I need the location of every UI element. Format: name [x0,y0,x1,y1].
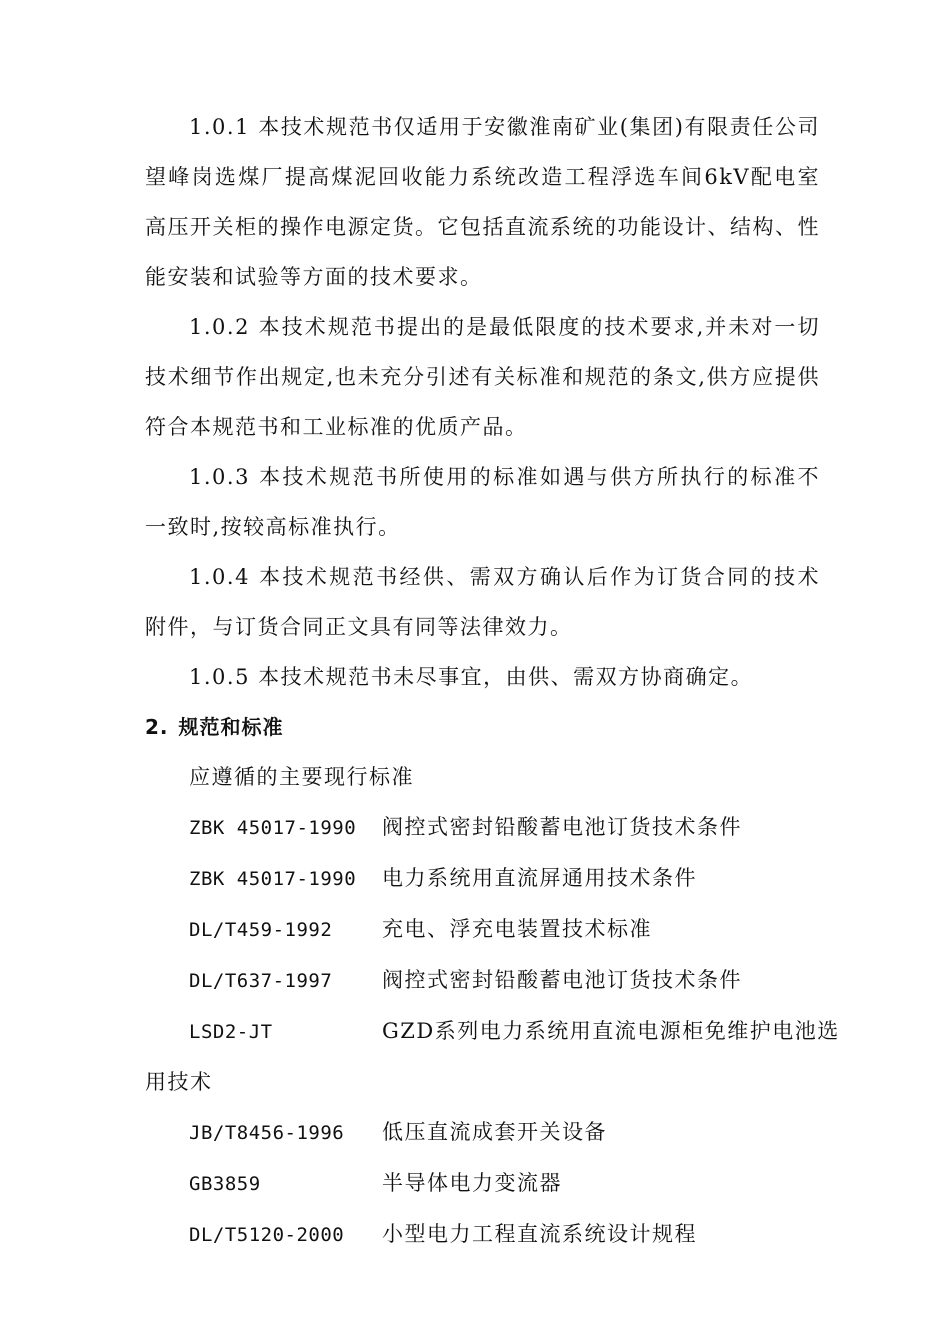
clause-number: 1.0.5 [189,665,250,689]
standard-code: DL/T459-1992 [189,919,333,941]
standard-title: 阀控式密封铅酸蓄电池订货技术条件 [382,968,742,992]
document-page [145,102,840,1260]
clause-text: 本技术规范书所使用的标准如遇与供方所执行的标准不一致时,按较高标准执行。 [145,465,820,539]
standard-title: 阀控式密封铅酸蓄电池订货技术条件 [382,815,742,839]
clause-number: 1.0.3 [189,465,250,489]
standard-item [145,1107,820,1158]
standard-title: GZD系列电力系统用直流电源柜免维护电池选 [382,1019,840,1043]
standard-item [145,853,820,904]
standard-code: DL/T637-1997 [189,970,333,992]
clause-1-0-2 [145,302,820,452]
standard-title-continuation: 用技术 [145,1070,213,1094]
standard-code: ZBK 45017-1990 [189,817,357,839]
standards-list [145,802,840,1260]
standard-code: ZBK 45017-1990 [189,868,357,890]
standard-item [145,904,820,955]
clause-text: 本技术规范书提出的是最低限度的技术要求,并未对一切技术细节作出规定,也未充分引述有关标准和规范的条文,供方应提供符合本规范书和工业标准的优质产品。 [145,315,820,439]
clause-number: 1.0.4 [189,565,250,589]
standard-item [145,1158,820,1209]
standard-item [145,955,820,1006]
section-title: 规范和标准 [178,715,284,739]
standard-item [145,1006,840,1057]
clause-1-0-3 [145,452,820,552]
standard-code: JB/T8456-1996 [189,1122,345,1144]
standard-item [145,1209,820,1260]
standard-item [145,802,820,853]
standard-code: GB3859 [189,1173,261,1195]
clause-text: 本技术规范书未尽事宜，由供、需双方协商确定。 [258,665,754,689]
clause-text: 本技术规范书仅适用于安徽淮南矿业(集团)有限责任公司望峰岗选煤厂提高煤泥回收能力系统改造工程浮选车间6kV配电室高压开关柜的操作电源定货。它包括直流系统的功能设计、结构、性能安装和试验等方面的技术要求。 [145,115,820,289]
clause-1-0-5 [145,652,820,702]
standard-code: LSD2-JT [189,1021,273,1043]
clause-number: 1.0.2 [189,315,250,339]
standard-title: 低压直流成套开关设备 [382,1120,607,1144]
clause-1-0-1 [145,102,820,302]
section-heading [145,702,820,752]
standard-title: 半导体电力变流器 [382,1171,562,1195]
standard-title: 小型电力工程直流系统设计规程 [382,1222,697,1246]
section-intro: 应遵循的主要现行标准 [189,765,414,789]
clause-1-0-4 [145,552,820,652]
standard-code: DL/T5120-2000 [189,1224,345,1246]
clause-number: 1.0.1 [189,115,250,139]
standard-title: 充电、浮充电装置技术标准 [382,917,652,941]
section-number: 2. [145,715,169,739]
clause-text: 本技术规范书经供、需双方确认后作为订货合同的技术附件，与订货合同正文具有同等法律效力。 [145,565,820,639]
standard-title: 电力系统用直流屏通用技术条件 [382,866,697,890]
